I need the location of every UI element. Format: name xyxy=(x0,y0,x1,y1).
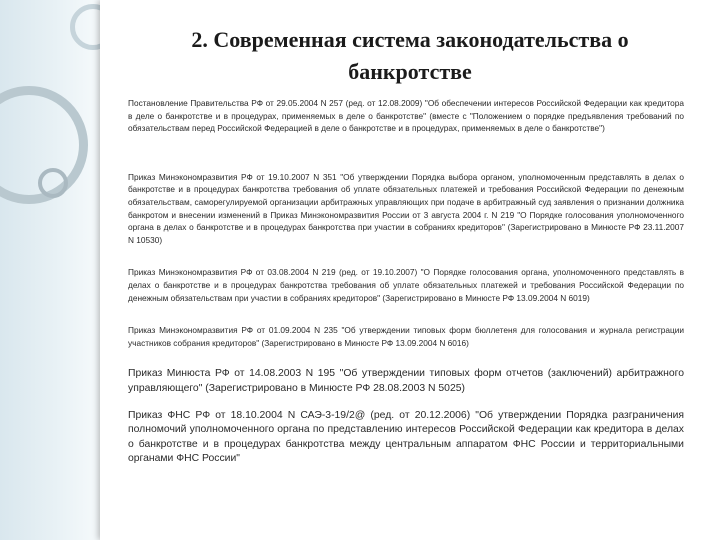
paragraph-order-235: Приказ Минэкономразвития РФ от 01.09.2004 N 235 "Об утверждении типовых форм бюллетеня для голосования и журнала регистрации участников собрания кредиторов" (Зарегистрировано в Минюсте РФ 13.09.2004 N 6016) xyxy=(128,325,684,348)
paragraph-order-351: Приказ Минэкономразвития РФ от 19.10.2007 N 351 "Об утверждении Порядка выбора органом, уполномоченным представлять в делах о банкротстве и в процедурах банкротства требования об уплате обязательных платежей и требования Российской Федерации по денежным обязательствам, саморегулируемой организации арбитражных управляющих при подаче в арбитражный суд заявления о признании должника банкротом и внесении изменений в Приказ Минэкономразвития России от 3 августа 2004 г. N 219 "О Порядке голосования уполномоченного органа в делах о банкротстве и в процедурах банкротства при участии в собраниях кредиторов" (Зарегистрировано в Минюсте РФ 23.11.2007 N 10530) xyxy=(128,171,684,245)
left-decorative-strip xyxy=(0,0,100,540)
slide-title: 2. Современная система законодательства о банкротстве xyxy=(191,27,629,84)
paragraph-order-219: Приказ Минэкономразвития РФ от 03.08.2004 N 219 (ред. от 19.10.2007) "О Порядке голосования органа, уполномоченного представлять в делах о банкротстве и в процедурах банкротства требования об уплате обязательных платежей и требования Российской Федерации по денежным обязательствам при участии в собраниях кредиторов" (Зарегистрировано в Минюсте РФ 13.09.2004 N 6019) xyxy=(128,267,684,303)
slide-content xyxy=(128,97,684,467)
paragraph-order-195: Приказ Минюста РФ от 14.08.2003 N 195 "Об утверждении типовых форм отчетов (заключений) арбитражного управляющего" (Зарегистрировано в Минюсте РФ 28.08.2003 N 5025) xyxy=(128,368,684,394)
decorative-ring-dark xyxy=(38,168,68,198)
paragraph-fns-order: Приказ ФНС РФ от 18.10.2004 N САЭ-3-19/2@ (ред. от 20.12.2006) "Об утверждении Порядка разграничения полномочий уполномоченного органа по представлению интересов Российской Федерации как кредитора в делах о банкротстве и в процедурах банкротства между центральным аппаратом ФНС России и территориальными органами ФНС России" xyxy=(128,409,684,465)
paragraph-decree-257: Постановление Правительства РФ от 29.05.2004 N 257 (ред. от 12.08.2009) "Об обеспечении интересов Российской Федерации как кредитора в деле о банкротстве и в процедурах, применяемых в деле о банкротстве" (вместе с "Положением о порядке предъявления требований по обязательствам перед Российской Федерацией в деле о банкротстве и в процедурах, применяемых в деле о банкротстве") xyxy=(128,98,684,134)
